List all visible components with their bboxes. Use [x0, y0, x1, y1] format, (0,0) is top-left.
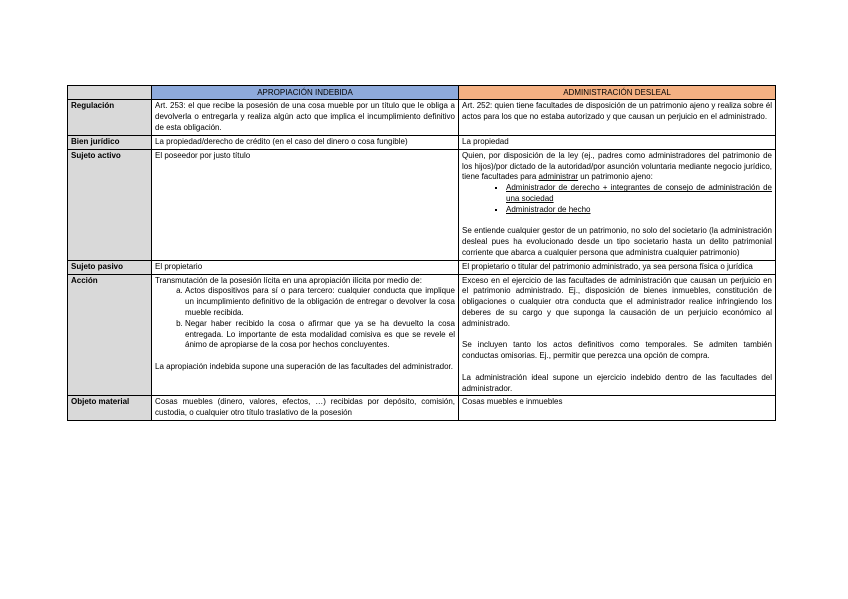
cell-administracion: [459, 149, 776, 260]
header-administracion-desleal: ADMINISTRACIÓN DESLEAL: [459, 86, 776, 100]
list-item: ▪ Administrador de derecho + integrantes de consejo de administración de una sociedad: [506, 183, 772, 205]
accion-intro: Transmutación de la posesión lícita en una apropiación ilícita por medio de:: [155, 275, 422, 285]
row-label: Regulación: [68, 100, 152, 136]
cell-apropiacion: Cosas muebles (dinero, valores, efectos, …) recibidas por depósito, comisión, custodia, o cualquier otro título traslativo de la posesión: [152, 396, 459, 421]
accion-paragraph: Se incluyen tanto los actos definitivos como temporales. Se admiten también conductas omisorias. Ej., permitir que perezca una opción de compra.: [462, 340, 772, 361]
list-item: b. Negar haber recibido la cosa o afirmar que ya se ha devuelto la cosa entregada. Lo importante de esta modalidad comisiva es que se revele el ánimo de apropiarse de la cosa por hechos concluyentes.: [185, 319, 455, 351]
header-row: [68, 86, 776, 100]
row-label: Sujeto activo: [68, 149, 152, 260]
accion-list: [155, 286, 455, 351]
cell-administracion: Cosas muebles e inmuebles: [459, 396, 776, 421]
comparison-table: [67, 85, 776, 421]
row-accion: [68, 274, 776, 396]
header-apropiacion-indebida: APROPIACIÓN INDEBIDA: [152, 86, 459, 100]
accion-note: La apropiación indebida supone una superación de las facultades del administrador.: [155, 361, 453, 371]
row-bien-juridico: [68, 136, 776, 150]
cell-administracion: El propietario o titular del patrimonio administrado, ya sea persona física o jurídica: [459, 260, 776, 274]
row-sujeto-pasivo: [68, 260, 776, 274]
row-objeto-material: [68, 396, 776, 421]
administrador-list: [462, 183, 772, 215]
row-label: Objeto material: [68, 396, 152, 421]
sujeto-activo-intro: Quien, por disposición de la ley (ej., padres como administradores del patrimonio de los hijos)/por dictado de la autoridad/por asunción voluntaria mediante negocio jurídico, tiene facultades para administrar un patrimonio ajeno:: [462, 150, 772, 182]
sujeto-activo-note: Se entiende cualquier gestor de un patrimonio, no solo del societario (la administración desleal pues ha evolucionado desde un tipo societario hasta un delito patrimonial corriente que abarca a cualquier persona que administra cualquier patrimonio): [462, 226, 772, 257]
cell-apropiacion: [152, 274, 459, 396]
row-label: Bien jurídico: [68, 136, 152, 150]
cell-apropiacion: Art. 253: el que recibe la posesión de una cosa mueble por un título que le obliga a devolverla o entregarla y realiza algún acto que implica el incumplimiento definitivo de esta obligación.: [152, 100, 459, 136]
row-regulacion: [68, 100, 776, 136]
cell-administracion: Art. 252: quien tiene facultades de disposición de un patrimonio ajeno y realiza sobre él actos para los que no estaba autorizado y que causan un perjuicio en el administrado.: [459, 100, 776, 136]
row-label: Sujeto pasivo: [68, 260, 152, 274]
list-item: ▪ Administrador de hecho: [506, 205, 772, 216]
list-item: a. Actos dispositivos para sí o para tercero: cualquier conducta que implique un incumplimiento definitivo de la obligación de entregar o devolver la cosa mueble recibida.: [185, 286, 455, 318]
administrar-underlined: administrar: [538, 172, 579, 182]
cell-apropiacion: El poseedor por justo título: [152, 149, 459, 260]
row-label: Acción: [68, 274, 152, 396]
header-blank: [68, 86, 152, 100]
row-sujeto-activo: [68, 149, 776, 260]
accion-paragraph: Exceso en el ejercicio de las facultades de administración que causan un perjuicio en el patrimonio administrado. Ej., disposición de bienes inmuebles, constitución de obligaciones o cualquier otra conducta que el administrador realice infringiendo los deberes de su cargo y que suponga la causación de un perjuicio económico al administrado.: [462, 275, 772, 328]
cell-apropiacion: El propietario: [152, 260, 459, 274]
cell-administracion: [459, 274, 776, 396]
accion-paragraph: La administración ideal supone un ejercicio indebido dentro de las facultades del administrador.: [462, 372, 772, 393]
cell-administracion: La propiedad: [459, 136, 776, 150]
cell-apropiacion: La propiedad/derecho de crédito (en el caso del dinero o cosa fungible): [152, 136, 459, 150]
